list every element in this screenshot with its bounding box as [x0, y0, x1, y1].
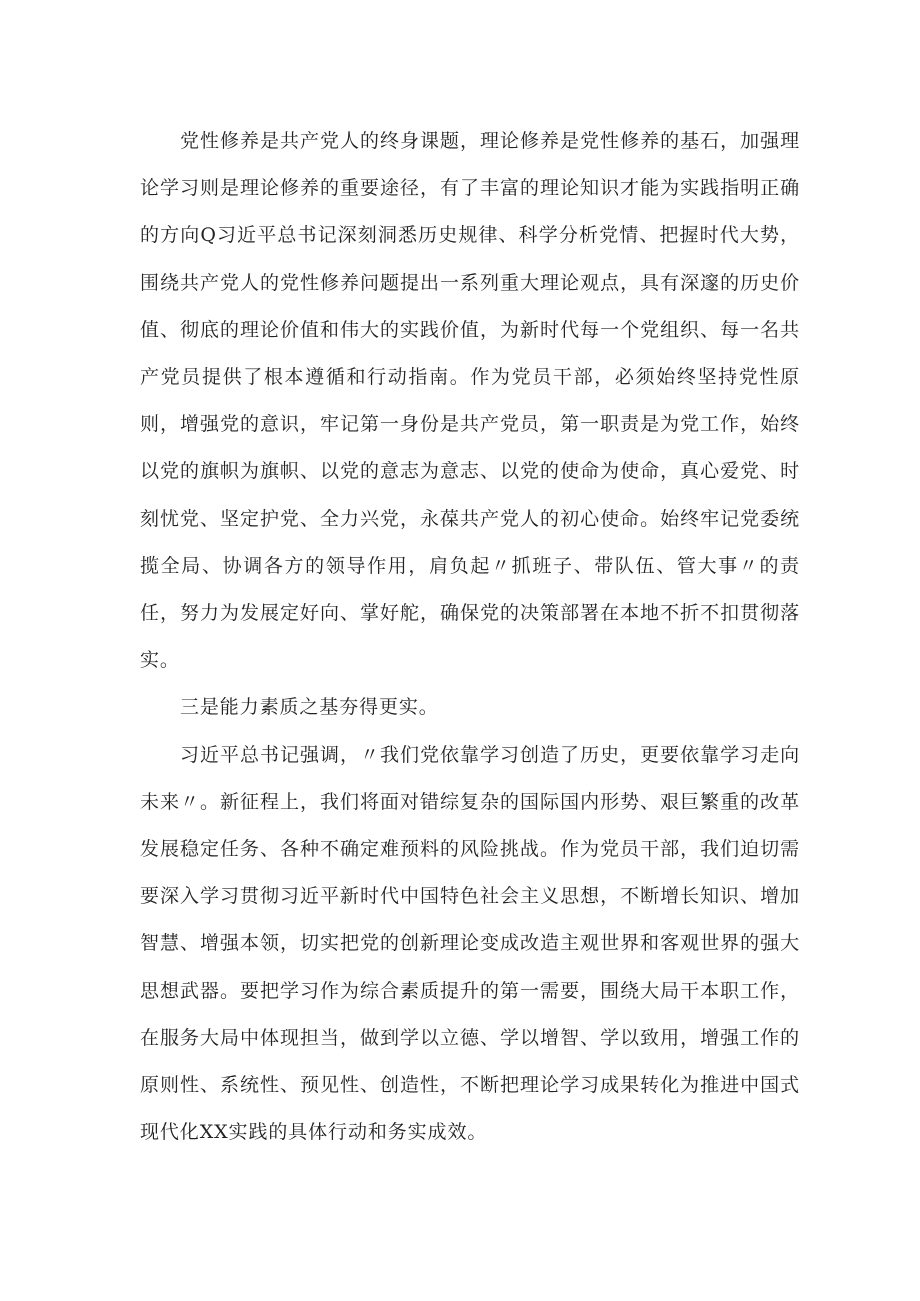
section-heading-ability: 三是能力素质之基夯得更实。 [180, 696, 439, 719]
paragraph-learning: 习近平总书记强调，〃我们党依靠学习创造了历史，更要依靠学习走向未来〃。新征程上，我们将面对错综复杂的国际国内形势、艰巨繁重的改革发展稳定任务、各种不确定难预料的风险挑战。作为党员干部，我们迫切需要深入学习贯彻习近平新时代中国特色社会主义思想，不断增长知识、增加智慧、增强本领，切实把党的创新理论变成改造主观世界和客观世界的强大思想武器。要把学习作为综合素质提升的第一需要，围绕大局干本职工作，在服务大局中体现担当，做到学以立德、学以增智、学以致用，增强工作的原则性、系统性、预见性、创造性，不断把理论学习成果转化为推进中国式现代化XX实践的具体行动和务实成效。 [140, 743, 800, 1144]
paragraph-party-spirit: 党性修养是共产党人的终身课题，理论修养是党性修养的基石，加强理论学习则是理论修养的重要途径，有了丰富的理论知识才能为实践指明正确的方向Q习近平总书记深刻洞悉历史规律、科学分析党情、把握时代大势，围绕共产党人的党性修养问题提出一系列重大理论观点，具有深邃的历史价值、彻底的理论价值和伟大的实践价值，为新时代每一个党组织、每一名共产党员提供了根本遵循和行动指南。作为党员干部，必须始终坚持党性原则，增强党的意识，牢记第一身份是共产党员，第一职责是为党工作，始终以党的旗帜为旗帜、以党的意志为意志、以党的使命为使命，真心爱党、时刻忧党、坚定护党、全力兴党，永葆共产党人的初心使命。始终牢记党委统揽全局、协调各方的领导作用，肩负起〃抓班子、带队伍、管大事〃的责任，努力为发展定好向、掌好舵，确保党的决策部署在本地不折不扣贯彻落实。 [140, 130, 800, 672]
document-body [140, 118, 800, 1156]
